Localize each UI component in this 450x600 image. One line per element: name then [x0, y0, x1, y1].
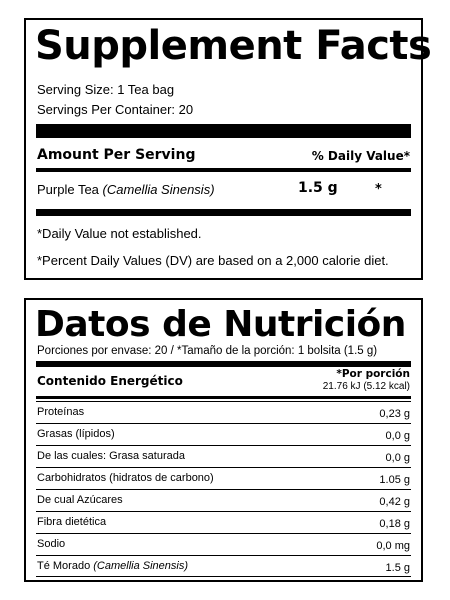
servings-per-container: Servings Per Container: 20 — [37, 102, 194, 117]
footnote-daily-value: *Daily Value not established. — [37, 226, 202, 241]
ingredient-common-name: Purple Tea — [37, 182, 99, 197]
datos-nutricion-title: Datos de Nutrición — [35, 304, 406, 345]
nutrient-value: 0,42 g — [379, 496, 410, 508]
portions-subtitle: Porciones por envase: 20 / *Tamaño de la porción: 1 bolsita (1.5 g) — [37, 345, 378, 357]
nutrient-row — [36, 511, 411, 533]
medium-divider — [36, 396, 411, 399]
supplement-facts-title: Supplement Facts — [35, 23, 432, 69]
nutrient-row — [36, 401, 411, 423]
nutrient-row — [36, 489, 411, 511]
datos-nutricion-panel — [24, 298, 423, 582]
ingredient-amount: 1.5 g — [298, 180, 338, 196]
nutrient-label: Proteínas — [37, 406, 85, 418]
serving-size: Serving Size: 1 Tea bag — [37, 82, 175, 97]
nutrient-row — [36, 533, 411, 555]
ingredient-common-name: Té Morado — [37, 560, 91, 572]
energy-content-header: Contenido Energético — [37, 374, 183, 388]
nutrient-label: Fibra dietética — [37, 516, 107, 528]
nutrient-value: 0,0 g — [385, 430, 410, 442]
nutrient-label — [37, 560, 188, 573]
nutrient-label: Grasas (lípidos) — [37, 428, 115, 440]
energy-value: 21.76 kJ (5.12 kcal) — [322, 381, 410, 392]
nutrient-label: Sodio — [37, 538, 66, 550]
ingredient-latin-name: (Camellia Sinensis) — [102, 182, 215, 197]
nutrient-label: Carbohidratos (hidratos de carbono) — [37, 472, 214, 484]
ingredient-daily-value: * — [375, 182, 382, 197]
nutrient-value: 1.5 g — [385, 562, 410, 574]
medium-divider — [36, 168, 411, 172]
nutrient-row — [36, 467, 411, 489]
nutrient-label: De las cuales: Grasa saturada — [37, 450, 185, 462]
thick-divider — [36, 124, 411, 138]
nutrient-value: 0,0 g — [385, 452, 410, 464]
nutrient-value: 0,23 g — [379, 408, 410, 420]
thick-divider — [36, 361, 411, 367]
nutrient-label: De cual Azúcares — [37, 494, 123, 506]
ingredient-latin-name: (Camellia Sinensis) — [93, 560, 189, 572]
ingredient-name — [37, 182, 215, 198]
daily-value-header: % Daily Value* — [311, 149, 410, 163]
nutrient-row — [36, 423, 411, 445]
nutrient-value: 1.05 g — [379, 474, 410, 486]
nutrient-value: 0,18 g — [379, 518, 410, 530]
nutrient-value: 0,0 mg — [376, 540, 410, 552]
per-portion-header: *Por porción — [336, 368, 410, 380]
supplement-facts-panel — [24, 18, 432, 280]
thick-divider-bottom — [36, 209, 411, 216]
footnote-percent-daily: *Percent Daily Values (DV) are based on a 2,000 calorie diet. — [37, 253, 389, 268]
amount-per-serving-header: Amount Per Serving — [37, 147, 196, 163]
nutrient-row — [36, 445, 411, 467]
nutrient-row — [36, 555, 411, 577]
